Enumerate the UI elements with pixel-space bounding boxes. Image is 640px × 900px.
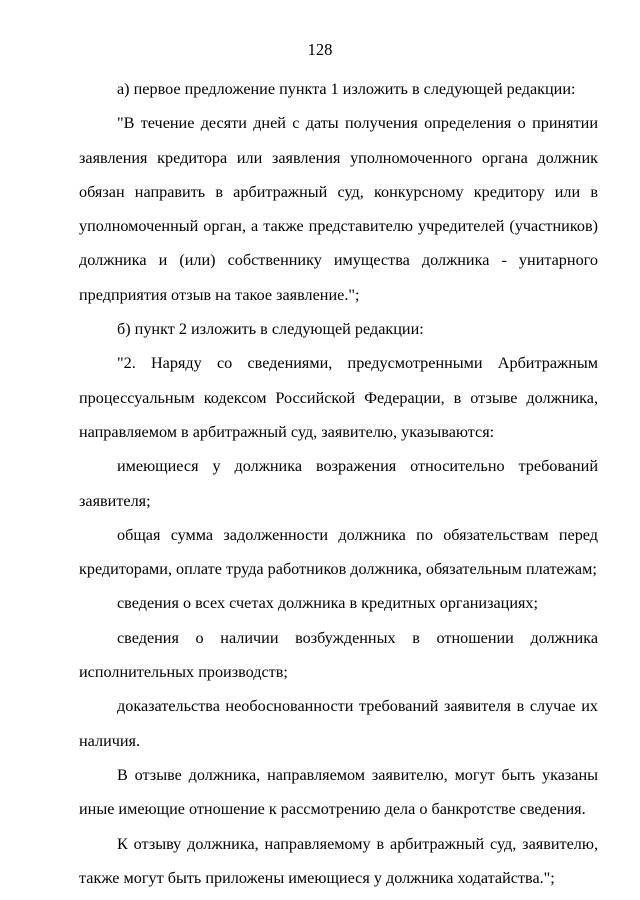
paragraph-amendment-b: б) пункт 2 изложить в следующей редакции: (117, 320, 424, 339)
paragraph-petitions: К отзыву должника, направляемому в арбитражный суд, заявителю, также могут быть приложены имеющиеся у должника ходатайства."; (79, 834, 598, 887)
page-number: 128 (307, 40, 333, 59)
paragraph-amendment-a: а) первое предложение пункта 1 изложить в следующей редакции: (117, 80, 576, 98)
paragraph-list-item-debt-total: общая сумма задолженности должника по обязательствам перед кредиторами, оплате труда работников должника, обязательным платежам; (79, 525, 598, 579)
paragraph-quoted-clause-1: "В течение десяти дней с даты получения определения о принятии заявления кредитора или заявления уполномоченного органа должник обязан направить в арбитражный суд, конкурсному кредитору или в уполномоченный орган, а также представителю учредителей (участников) должника и (или) собственнику имущества должника - унитарного предприятия отзыв на такое заявление."; (79, 114, 598, 304)
paragraph-other-information: В отзыве должника, направляемом заявителю, могут быть указаны иные имеющие отношение к рассмотрению дела о банкротстве сведения. (79, 765, 598, 819)
document-body (79, 72, 598, 895)
paragraph-list-item-objections: имеющиеся у должника возражения относительно требований заявителя; (79, 457, 598, 510)
paragraph-list-item-evidence: доказательства необоснованности требований заявителя в случае их наличия. (79, 697, 598, 750)
paragraph-quoted-clause-2: "2. Наряду со сведениями, предусмотренными Арбитражным процессуальным кодексом Российской Федерации, в отзыве должника, направляемом в арбитражный суд, заявителю, указываются: (79, 354, 598, 441)
paragraph-list-item-accounts: сведения о всех счетах должника в кредитных организациях; (117, 594, 539, 613)
paragraph-list-item-enforcement: сведения о наличии возбужденных в отношении должника исполнительных производств; (79, 628, 598, 682)
